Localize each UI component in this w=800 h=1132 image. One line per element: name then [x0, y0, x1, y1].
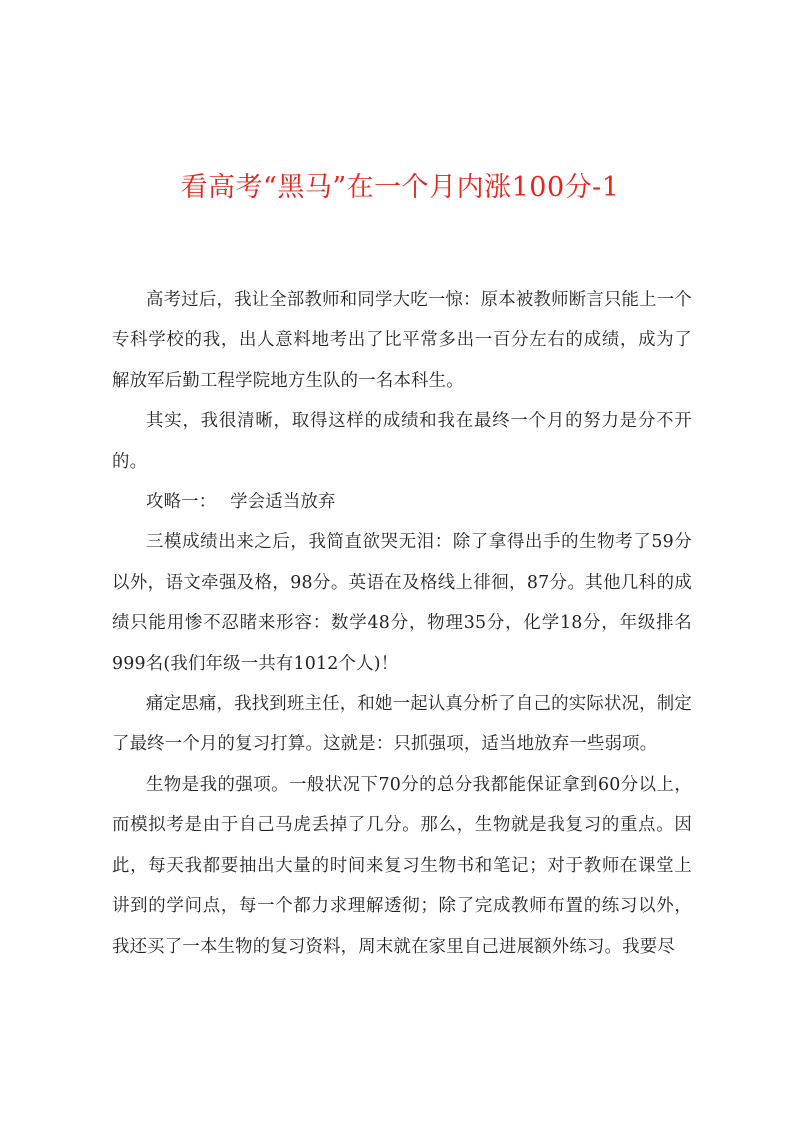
paragraph-reflection: 其实，我很清晰，取得这样的成绩和我在最终一个月的努力是分不开的。	[112, 411, 692, 472]
paragraph-biology: 生物是我的强项。一般状况下70分的总分我都能保证拿到60分以上，而模拟考是由于自己马虎丢掉了几分。那么，生物就是我复习的重点。因此，每天我都要抽出大量的时间来复习生物书和笔记；对于教师在课堂上讲到的学问点，每一个都力求理解透彻；除了完成教师布置的练习以外，我还买了一本生物的复习资料，周末就在家里自己进展额外练习。我要尽	[112, 774, 692, 957]
document-body	[112, 280, 692, 967]
paragraph-intro: 高考过后，我让全部教师和同学大吃一惊：原本被教师断言只能上一个专科学校的我，出人意料地考出了比平常多出一百分左右的成绩，成为了解放军后勤工程学院地方生队的一名本科生。	[112, 290, 692, 391]
paragraph-plan: 痛定思痛，我找到班主任，和她一起认真分析了自己的实际状况，制定了最终一个月的复习打算。这就是：只抓强项，适当地放弃一些弱项。	[112, 694, 692, 755]
document-title: 看高考“黑马”在一个月内涨100分-1	[180, 172, 620, 203]
section-heading-strategy-one: 攻略一： 学会适当放弃	[146, 492, 336, 513]
paragraph-scores: 三模成绩出来之后，我简直欲哭无泪：除了拿得出手的生物考了59分以外，语文牵强及格，98分。英语在及格线上徘徊，87分。其他几科的成绩只能用惨不忍睹来形容：数学48分，物理35分，化学18分，年级排名999名(我们年级一共有1012个人)！	[112, 532, 692, 674]
